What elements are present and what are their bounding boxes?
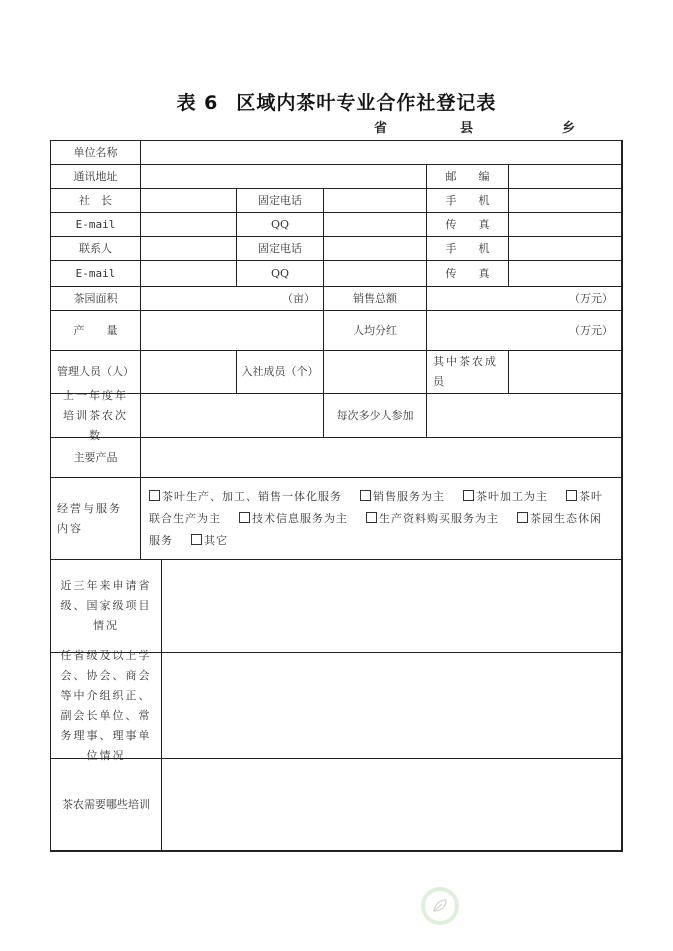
business-scope-label: 经营与服务内容 [51,478,141,560]
option-processing[interactable]: 茶叶加工为主 [463,490,548,503]
fax2-label: 传 真 [427,261,509,287]
leaf-logo-icon [421,887,459,925]
farmer-members-label: 其中茶农成员 [427,351,509,394]
table-number: 表 6 [176,92,219,114]
checkbox[interactable] [360,490,371,501]
mobile-label: 手 机 [427,189,509,213]
positions-label: 任省级及以上学会、协会、商会等中介组织正、副会长单位、常务理事、理事单位情况 [51,653,162,759]
address-label: 通讯地址 [51,165,141,189]
dividend-input[interactable] [427,311,622,351]
province-label: 省 [374,121,388,136]
checkbox[interactable] [191,534,202,545]
members-input[interactable] [324,351,427,394]
checkbox[interactable] [149,490,160,501]
managers-input[interactable] [141,351,237,394]
training-needs-input[interactable] [162,759,622,851]
projects-input[interactable] [162,560,622,653]
mobile2-label: 手 机 [427,237,509,261]
training-count-label: 上一年度年培训茶农次数 [51,394,141,438]
option-joint-production[interactable]: 茶叶联合生产为主 [149,489,603,525]
postcode-label: 邮 编 [427,165,509,189]
sales-unit: （万元） [569,291,613,305]
checkbox[interactable] [463,490,474,501]
checkbox[interactable] [566,490,577,501]
farmer-members-input[interactable] [509,351,622,394]
members-label: 入社成员（个） [237,351,324,394]
participants-label: 每次多少人参加 [324,394,427,438]
contact-label: 联系人 [51,237,141,261]
email2-input[interactable] [141,261,237,287]
positions-input[interactable] [162,653,622,759]
county-label: 县 [460,121,474,136]
qq2-input[interactable] [324,261,427,287]
sales-total-label: 销售总额 [324,287,427,311]
fax-label: 传 真 [427,213,509,237]
option-integrated[interactable]: 茶叶生产、加工、销售一体化服务 [149,490,342,503]
sales-total-input[interactable] [427,287,622,311]
option-supplies[interactable]: 生产资料购买服务为主 [366,512,499,525]
option-sales[interactable]: 销售服务为主 [360,490,445,503]
president-label: 社 长 [51,189,141,213]
unit-name-input[interactable] [141,141,622,165]
option-eco-leisure[interactable]: 茶园生态休闲服务 [149,511,602,547]
option-tech-info[interactable]: 技术信息服务为主 [239,512,348,525]
table-title: 区域内茶叶专业合作社登记表 [236,92,497,114]
landline-label: 固定电话 [237,189,324,213]
township-label: 乡 [562,121,576,136]
dividend-unit: （万元） [569,323,613,337]
output-input[interactable] [141,311,324,351]
main-products-input[interactable] [141,438,622,478]
dividend-label: 人均分红 [324,311,427,351]
email-label: E-mail [51,213,141,237]
garden-area-input[interactable] [141,287,324,311]
contact-input[interactable] [141,237,237,261]
landline2-label: 固定电话 [237,237,324,261]
registration-table [51,141,622,851]
fax2-input[interactable] [509,261,622,287]
page-title [0,88,673,115]
landline-input[interactable] [324,189,427,213]
managers-label: 管理人员（人） [51,351,141,394]
email2-label: E-mail [51,261,141,287]
postcode-input[interactable] [509,165,622,189]
garden-area-label: 茶园面积 [51,287,141,311]
mobile-input[interactable] [509,189,622,213]
landline2-input[interactable] [324,237,427,261]
email-input[interactable] [141,213,237,237]
unit-name-label: 单位名称 [51,141,141,165]
business-options [141,478,622,560]
checkbox[interactable] [239,512,250,523]
qq-label: QQ [237,213,324,237]
projects-label: 近三年来申请省级、国家级项目情况 [51,560,162,653]
option-other[interactable]: 其它 [191,534,228,547]
president-input[interactable] [141,189,237,213]
training-needs-label: 茶农需要哪些培训 [51,759,162,851]
output-label: 产 量 [51,311,141,351]
area-unit: （亩） [282,291,315,305]
main-products-label: 主要产品 [51,438,141,478]
participants-input[interactable] [427,394,622,438]
mobile2-input[interactable] [509,237,622,261]
checkbox[interactable] [366,512,377,523]
qq2-label: QQ [237,261,324,287]
fax-input[interactable] [509,213,622,237]
address-input[interactable] [141,165,427,189]
checkbox[interactable] [517,512,528,523]
qq-input[interactable] [324,213,427,237]
training-count-input[interactable] [141,394,324,438]
